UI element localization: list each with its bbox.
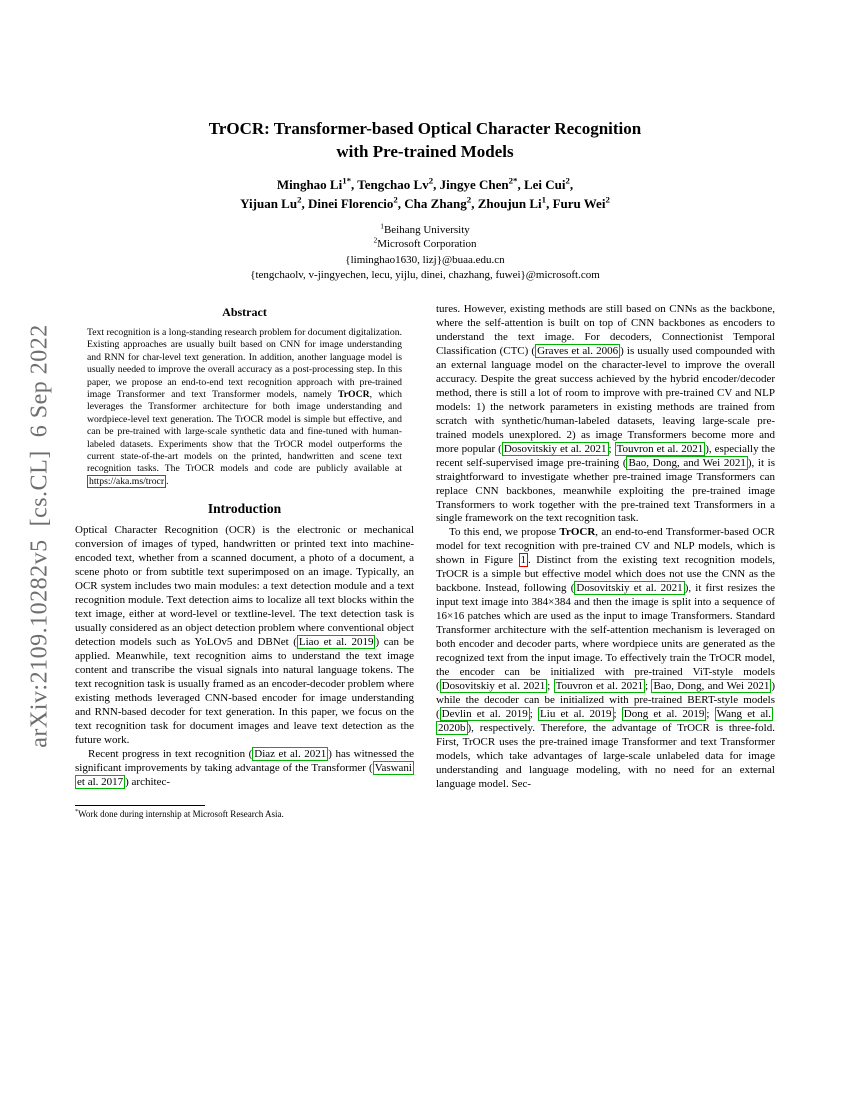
citation-link[interactable]: Liu et al. 2019 <box>540 708 612 721</box>
superscript: 2 <box>466 194 472 205</box>
right-paragraph-1: tures. However, existing methods are still based on CNNs as the backbone, where the self-attention is built on top of CNN backbones as encoders to understand the text image. For decoders, Connectionist Temporal Classification (CTC) ( Graves et al. 2006 ) is usually used compounded with an external language model on the character-level to improve the overall accuracy. Despite the great success achieved by the hybrid encoder/decoder method, there is still a lot of room to improve with pre-trained CV and NLP models: 1) the network parameters in existing methods are trained from scratch with synthetic/human-labeled datasets, leaving large-scale pre-trained models unexplored. 2) as image Transformers become more and more popular ( Dosovitskiy et al. 2021 ; Touvron et al. 2021 ), especially the recent self-supervised image pre-training ( Bao, Dong, and Wei 2021 ), it is straightforward to investigate whether pre-trained image Transformers can replace CNN backbones, meanwhile exploiting the pre-trained image Transformers to work together with the pre-trained text Transformers in a single framework on the text recognition task. <box>436 302 775 525</box>
url-link[interactable]: https://aka.ms/trocr <box>89 475 165 487</box>
email-line-buaa: {liminghao1630, lizj}@buaa.edu.cn <box>345 254 505 267</box>
superscript: 2 <box>297 194 302 205</box>
abstract-text: Text recognition is a long-standing research problem for document digitalization. Existing approaches are usually built based on CNN for image understanding and RNN for char-level text generation. In addition, another language model is usually needed to improve the overall accuracy as a post-processing step. In this paper, we propose an end-to-end text recognition approach with pre-trained image Transformer and text Transformer models, namely TrOCR, which leverages the Transformer architecture for both image understanding and wordpiece-level text generation. The TrOCR model is simple but effective, and can be pre-trained with large-scale synthetic data and fine-tuned with human-labeled datasets. Experiments show that the TrOCR model outperforms the current state-of-the-art models on the printed, handwritten and scene text recognition tasks. The TrOCR models and code are publicly available at https://aka.ms/trocr . <box>87 326 402 487</box>
superscript: 1 <box>380 220 384 230</box>
citation-link[interactable]: Devlin et al. 2019 <box>441 708 528 721</box>
right-paragraph-2: To this end, we propose TrOCR, an end-to-end Transformer-based OCR model for text recognition with pre-trained CV and NLP models, which is shown in Figure 1 . Distinct from the existing text recognition models, TrOCR is a simple but effective model which does not use the CNN as the backbone. Instead, following ( Dosovitskiy et al. 2021 ), it first resizes the input text image into 384×384 and then the image is split into a sequence of 16×16 patches which are used as the input to image Transformers. Standard Transformer architecture with the self-attention mechanism is leveraged on both encoder and decoder parts, where wordpiece units are generated as the recognized text from the input image. To effectively train the TrOCR model, the encoder can be initialized with pre-trained ViT-style models ( Dosovitskiy et al. 2021 ; Touvron et al. 2021 ; Bao, Dong, and Wei 2021 ) while the decoder can be initialized with pre-trained BERT-style models ( Devlin et al. 2019 ; Liu et al. 2019 ; Dong et al. 2019 ; Wang et al. 2020b ), respectively. Therefore, the advantage of TrOCR is three-fold. First, TrOCR uses the pre-trained image Transformer and text Transformer models, which take advantages of large-scale unlabeled data for image understanding and language modeling, with no need for an external language model. Sec- <box>436 526 775 790</box>
citation-link[interactable]: Liao et al. 2019 <box>298 635 374 648</box>
citation-link[interactable]: Touvron et al. 2021 <box>616 442 704 455</box>
citation-link[interactable]: Vaswani et al. 2017 <box>77 761 412 788</box>
title-line-2: with Pre-trained Models <box>336 141 514 161</box>
email-lines <box>75 253 775 283</box>
bold-term: TrOCR <box>559 526 596 539</box>
affiliation-microsoft: $^2$Microsoft Corporation <box>373 235 477 251</box>
abstract-heading: Abstract <box>222 304 267 319</box>
intro-paragraph-2: Recent progress in text recognition ( Diaz et al. 2021 ) has witnessed the significant improvements by taking advantage of the Transformer ( Vaswani et al. 2017 ) architec- <box>75 747 414 788</box>
citation-link[interactable]: Bao, Dong, and Wei 2021 <box>628 456 746 469</box>
bold-term: TrOCR <box>338 388 370 400</box>
citation-link[interactable]: Bao, Dong, and Wei 2021 <box>653 680 770 693</box>
citation-link[interactable]: Dosovitskiy et al. 2021 <box>503 442 607 455</box>
superscript: 2 <box>565 175 570 186</box>
title-line-1: TrOCR: Transformer-based Optical Character Recognition <box>208 119 642 138</box>
citation-link[interactable]: Graves et al. 2006 <box>537 344 619 357</box>
right-column <box>436 303 775 820</box>
citation-link[interactable]: Touvron et al. 2021 <box>555 680 644 693</box>
superscript: 1* <box>342 175 352 186</box>
superscript: * <box>75 808 79 815</box>
citation-link[interactable]: Dong et al. 2019 <box>623 708 705 721</box>
superscript: 2* <box>508 175 518 186</box>
affiliations <box>75 220 775 253</box>
citation-link[interactable]: Dosovitskiy et al. 2021 <box>441 680 546 693</box>
author-list <box>75 176 775 214</box>
left-column <box>75 303 414 820</box>
superscript: 1 <box>541 194 547 205</box>
paper-title <box>75 118 775 164</box>
authors-line-2: Yijuan Lu$^2$, Dinei Florencio$^2$, Cha Zhang$^2$, Zhoujun Li$^1$, Furu Wei$^2$ <box>240 194 610 211</box>
superscript: 2 <box>373 235 378 245</box>
citation-link[interactable]: Diaz et al. 2021 <box>254 747 327 760</box>
introduction-heading: Introduction <box>207 501 282 517</box>
paper-header <box>75 118 775 283</box>
affiliation-beihang: $^1$Beihang University <box>380 220 470 236</box>
arxiv-watermark: arXiv:2109.10282v5 [cs.CL] 6 Sep 2022 <box>26 324 53 748</box>
paper-content <box>75 118 775 820</box>
footnote-rule <box>75 805 205 806</box>
superscript: 2 <box>428 175 434 186</box>
superscript: 2 <box>605 194 610 205</box>
intro-paragraph-1: Optical Character Recognition (OCR) is the electronic or mechanical conversion of images of typed, handwritten or printed text into machine-encoded text, whether from a scanned document, a photo of a document, a scene photo or from subtitle text superimposed on an image. Typically, an OCR system includes two main modules: a text detection module and a text recognition module. Text detection aims to localize all text blocks within the text image, either at word-level or textline-level. The text detection task is usually considered as an object detection problem where conventional object detection models such as YoLOv5 and DBNet ( Liao et al. 2019 ) can be applied. Meanwhile, text recognition aims to understand the text image content and transcribe the visual signals into natural language tokens. The text recognition task is usually framed as an encoder-decoder problem where existing methods leveraged CNN-based encoder for image understanding and RNN-based decoder for text generation. In this paper, we focus on the text recognition task for document images and leave text detection as the future work. <box>75 524 414 746</box>
email-line-microsoft: {tengchaolv, v-jingyechen, lecu, yijlu, dinei, chazhang, fuwei}@microsoft.com <box>250 269 600 282</box>
citation-link[interactable]: Wang et al. 2020b <box>438 708 772 734</box>
figure-ref-link[interactable]: 1 <box>520 554 527 567</box>
two-column-body <box>75 303 775 820</box>
footnote-text: *Work done during internship at Microsoft Research Asia. <box>75 808 284 819</box>
citation-link[interactable]: Dosovitskiy et al. 2021 <box>576 582 683 595</box>
authors-line-1: Minghao $Li^{1*}$, Tengchao Lv$^2$, Jingye Chen$^{2*}$, Lei Cui$^2$, <box>276 175 574 192</box>
superscript: 2 <box>393 194 398 205</box>
